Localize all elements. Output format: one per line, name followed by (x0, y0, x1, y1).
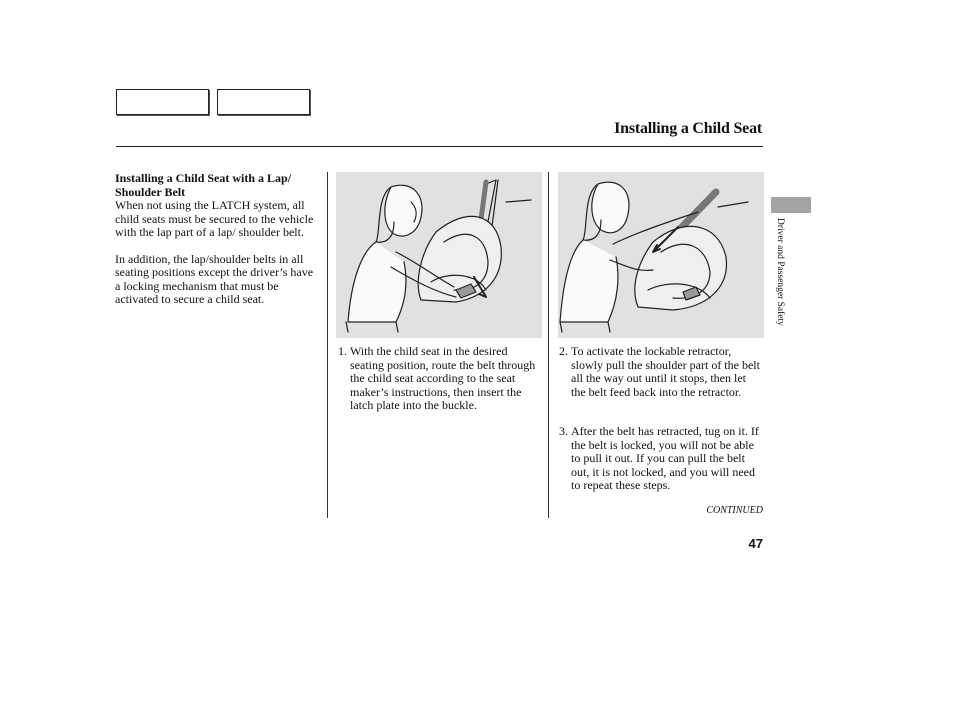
step-2 (559, 345, 763, 399)
woman-routing-belt-illustration (336, 172, 542, 338)
step-number: 1. (338, 344, 347, 358)
step-number: 3. (559, 424, 568, 438)
column-divider-1 (327, 172, 328, 518)
continued-label: CONTINUED (706, 505, 763, 516)
section-heading: Installing a Child Seat with a Lap/ Shoulder Belt (115, 171, 292, 199)
step-3 (559, 425, 763, 493)
column-divider-2 (548, 172, 549, 518)
step-1 (338, 345, 542, 413)
section-tab[interactable] (771, 197, 811, 213)
section-tab-label: Driver and Passenger Safety (775, 218, 785, 326)
woman-pulling-shoulder-belt-illustration (558, 172, 764, 338)
page-number: 47 (748, 536, 763, 551)
step-text: To activate the lockable retractor, slowly pull the shoulder part of the belt all the way out until it stops, then let the belt feed back into the retractor. (571, 344, 760, 399)
paragraph-2: In addition, the lap/shoulder belts in all seating positions except the driver’s have a locking mechanism that must be activated to secure a child seat. (115, 251, 314, 306)
step-number: 2. (559, 344, 568, 358)
nav-button-1[interactable] (116, 89, 209, 115)
paragraph-1: When not using the LATCH system, all child seats must be secured to the vehicle with the lap part of a lap/ shoulder belt. (115, 198, 314, 239)
figure-2 (558, 172, 764, 338)
step-text: With the child seat in the desired seating position, route the belt through the child seat according to the seat maker’s instructions, then insert the latch plate into the buckle. (350, 344, 536, 412)
step-text: After the belt has retracted, tug on it. If the belt is locked, you will not be able to pull it out. If you can pull the belt out, it is not locked, and you will need to repeat these steps. (571, 424, 759, 492)
figure-1 (336, 172, 542, 338)
title-divider (116, 146, 763, 147)
nav-button-2[interactable] (217, 89, 310, 115)
page-title: Installing a Child Seat (614, 120, 762, 137)
left-column (115, 172, 320, 307)
